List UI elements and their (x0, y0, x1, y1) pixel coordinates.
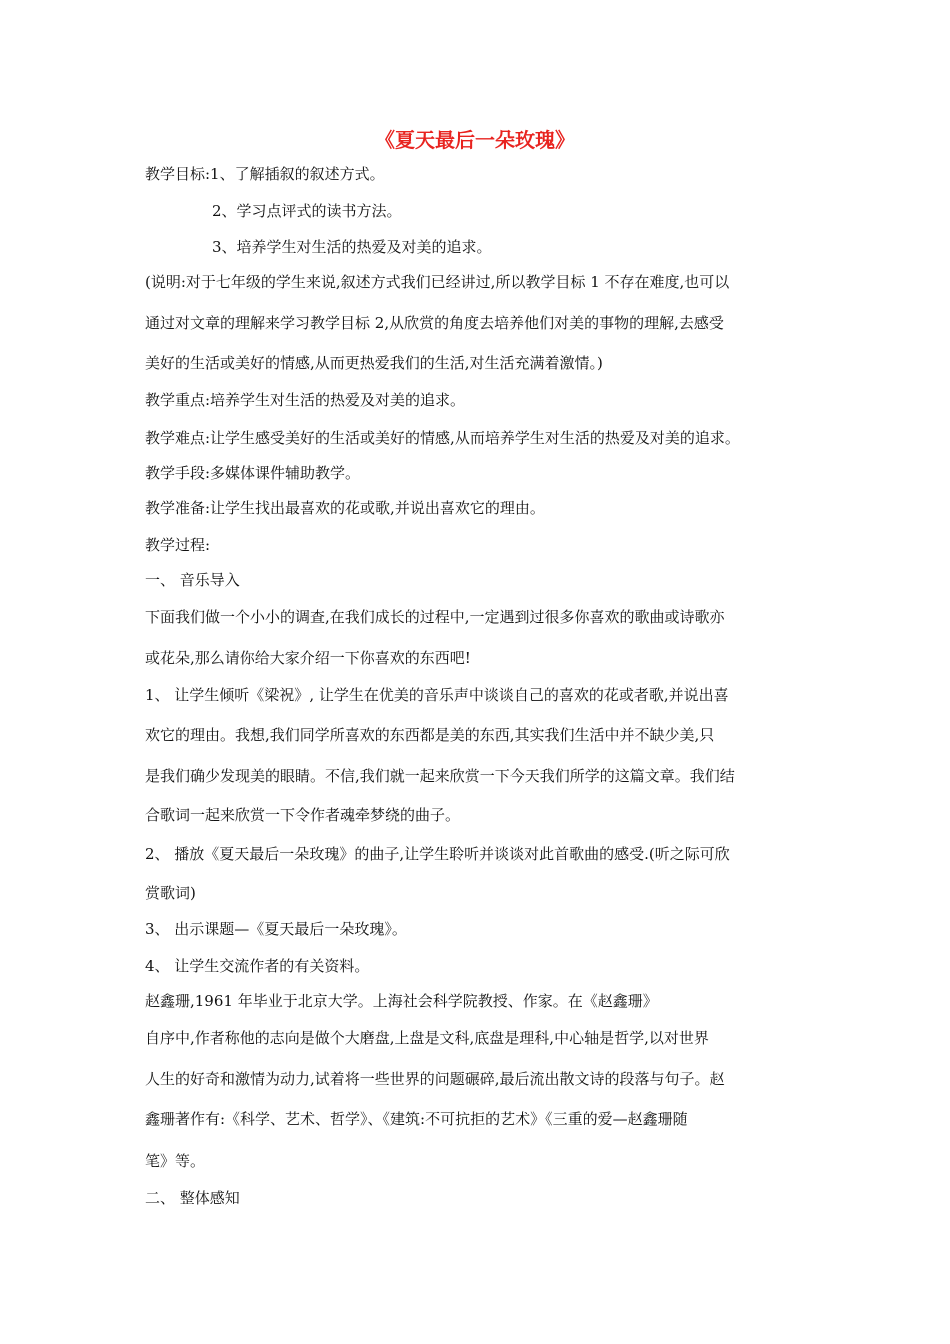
paragraph-line: 欢它的理由。我想,我们同学所喜欢的东西都是美的东西,其实我们生活中并不缺少美,只 (145, 726, 715, 744)
step-3-line: 3、 出示课题—《夏天最后一朵玫瑰》。 (145, 920, 407, 938)
difficulty-line: 教学难点:让学生感受美好的生活或美好的情感,从而培养学生对生活的热爱及对美的追求。 (145, 429, 740, 447)
paragraph-line: 人生的好奇和激情为动力,试着将一些世界的问题碾碎,最后流出散文诗的段落与句子。赵 (145, 1070, 725, 1088)
paragraph-line: 自序中,作者称他的志向是做个大磨盘,上盘是文科,底盘是理科,中心轴是哲学,以对世界 (145, 1029, 709, 1047)
note-line-2: 通过对文章的理解来学习教学目标 2,从欣赏的角度去培养他们对美的事物的理解,去感受 (145, 314, 724, 332)
goal-line-2: 2、学习点评式的读书方法。 (212, 202, 402, 220)
paragraph-line: 或花朵,那么请你给大家介绍一下你喜欢的东西吧! (145, 649, 471, 667)
goal-line-1: 教学目标:1、了解插叙的叙述方式。 (145, 165, 385, 183)
step-2-line: 2、 播放《夏天最后一朵玫瑰》的曲子,让学生聆听并谈谈对此首歌曲的感受.(听之际可欣 (145, 845, 730, 863)
paragraph-line: 下面我们做一个小小的调查,在我们成长的过程中,一定遇到过很多你喜欢的歌曲或诗歌亦 (145, 608, 725, 626)
paragraph-line: 鑫珊著作有:《科学、艺术、哲学》、《建筑:不可抗拒的艺术》《三重的爱—赵鑫珊随 (145, 1110, 688, 1128)
goal-line-3: 3、培养学生对生活的热爱及对美的追求。 (212, 238, 492, 256)
step-1-line: 1、 让学生倾听《梁祝》, 让学生在优美的音乐声中谈谈自己的喜欢的花或者歌,并说出喜 (145, 686, 729, 704)
author-intro-line: 赵鑫珊,1961 年毕业于北京大学。上海社会科学院教授、作家。在《赵鑫珊》 (145, 992, 658, 1010)
paragraph-line: 合歌词一起来欣赏一下令作者魂牵梦绕的曲子。 (145, 806, 461, 824)
paragraph-line: 笔》等。 (145, 1152, 206, 1170)
document-title: 《夏天最后一朵玫瑰》 (375, 128, 575, 152)
method-line: 教学手段:多媒体课件辅助教学。 (145, 464, 361, 482)
paragraph-line: 是我们确少发现美的眼睛。不信,我们就一起来欣赏一下今天我们所学的这篇文章。我们结 (145, 767, 735, 785)
step-4-line: 4、 让学生交流作者的有关资料。 (145, 957, 370, 975)
process-heading: 教学过程: (145, 536, 211, 554)
section-2-heading: 二、 整体感知 (145, 1189, 240, 1207)
note-line-3: 美好的生活或美好的情感,从而更热爱我们的生活,对生活充满着激情。) (145, 354, 603, 372)
section-1-heading: 一、 音乐导入 (145, 571, 240, 589)
paragraph-line: 赏歌词) (145, 884, 196, 902)
key-point-line: 教学重点:培养学生对生活的热爱及对美的追求。 (145, 391, 466, 409)
note-line-1: (说明:对于七年级的学生来说,叙述方式我们已经讲过,所以教学目标 1 不存在难度,也可以 (145, 273, 730, 291)
preparation-line: 教学准备:让学生找出最喜欢的花或歌,并说出喜欢它的理由。 (145, 499, 545, 517)
